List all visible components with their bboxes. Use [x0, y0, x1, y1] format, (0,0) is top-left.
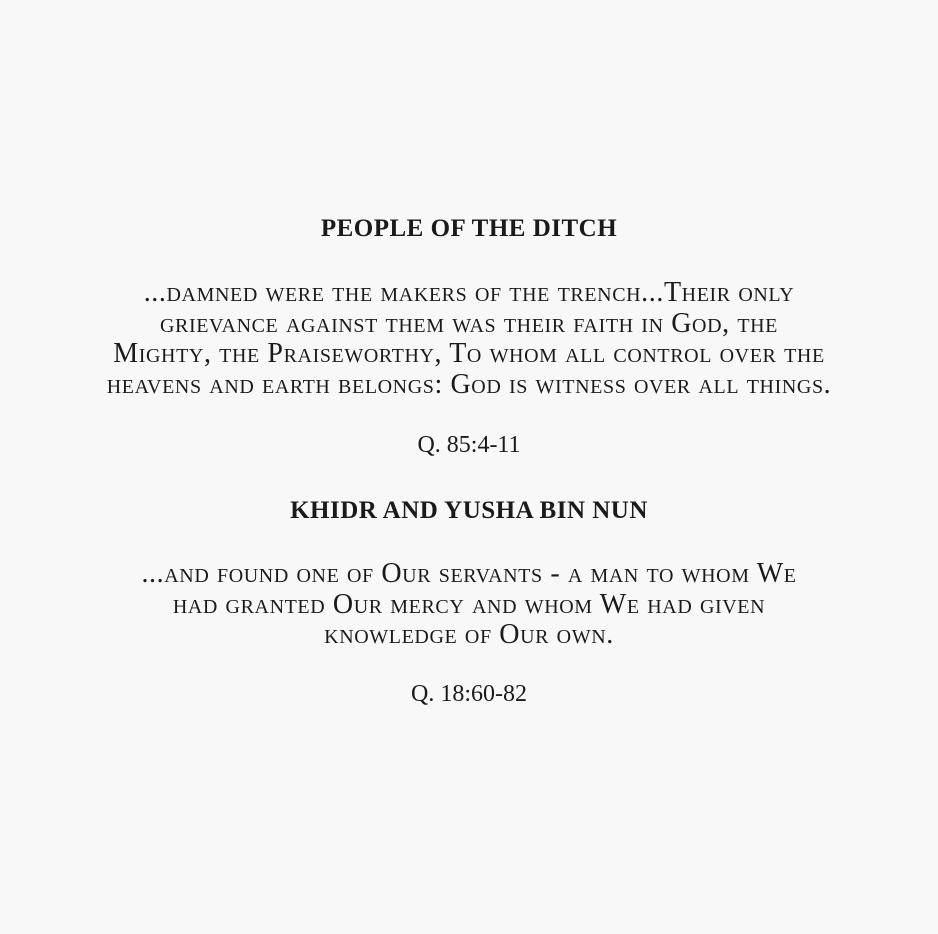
quote-text — [20, 559, 918, 651]
quote-text — [20, 278, 918, 400]
quote-line: knowledge of Our own. — [324, 619, 614, 650]
quote-line: heavens and earth belongs: God is witness over all things. — [106, 368, 832, 400]
quote-line: ...and found one of Our servants - a man to whom We — [141, 558, 797, 589]
verse-reference: Q. 18:60-82 — [411, 681, 527, 707]
verse-reference: Q. 85:4-11 — [417, 432, 521, 458]
quote-line: had granted Our mercy and whom We had given — [172, 588, 766, 620]
section-heading: PEOPLE OF THE DITCH — [320, 215, 618, 242]
quote-line: ...damned were the makers of the trench...Their only — [143, 277, 795, 308]
section-heading: KHIDR AND YUSHA BIN NUN — [290, 497, 648, 524]
quote-line: Mighty, the Praiseworthy, To whom all control over the — [113, 338, 825, 369]
quote-line: grievance against them was their faith in God, the — [160, 307, 778, 339]
